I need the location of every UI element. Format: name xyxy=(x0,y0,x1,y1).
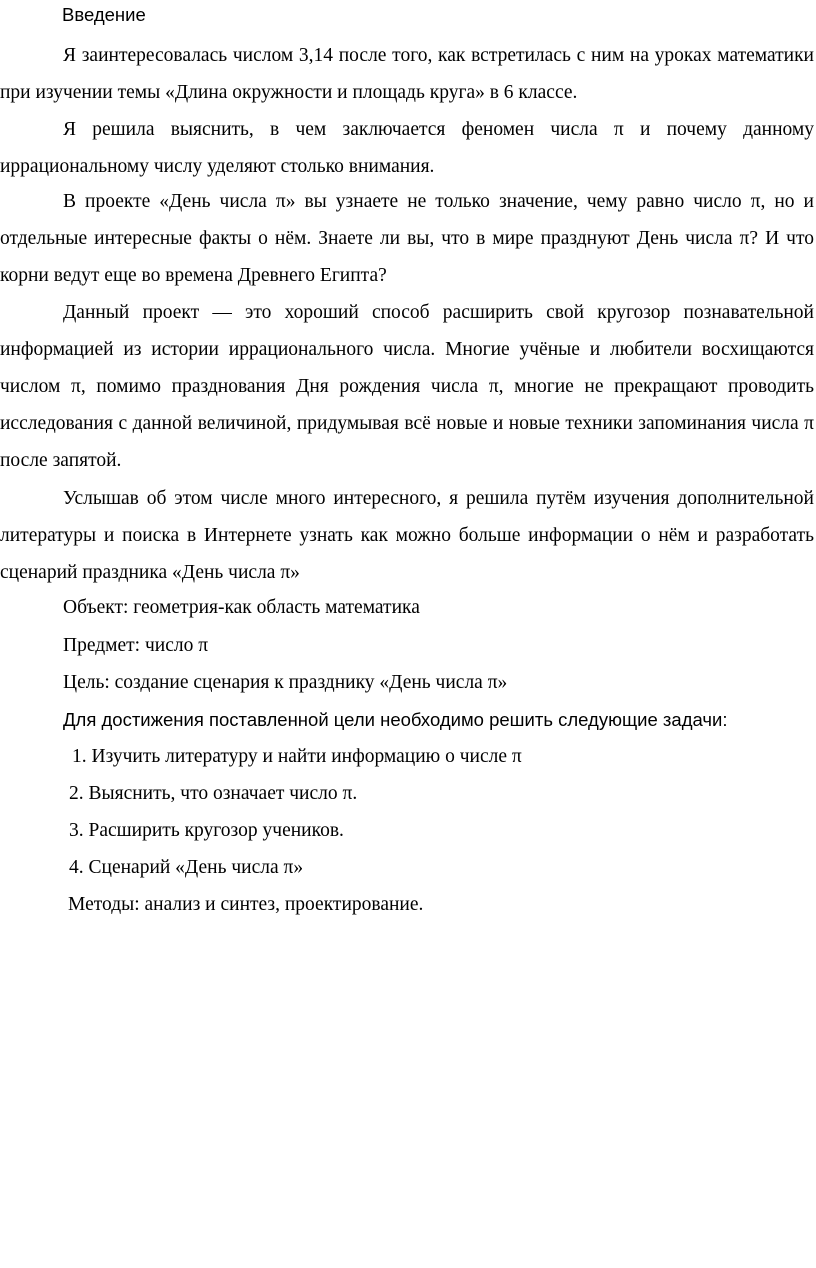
object-line: Объект: геометрия-как область математика xyxy=(63,597,420,618)
goal-line: Цель: создание сценария к празднику «День числа π» xyxy=(63,672,508,693)
subject-line: Предмет: число π xyxy=(63,635,209,656)
paragraph-motivation: Услышав об этом числе много интересного, я решила путём изучения дополнительной литературы и поиска в Интернете узнать как можно больше информации о нём и разработать сценарий праздника «День числа π» xyxy=(0,488,814,583)
task-item: 2. Выяснить, что означает число π. xyxy=(69,783,358,804)
document-heading: Введение xyxy=(62,4,146,25)
task-item: 3. Расширить кругозор учеников. xyxy=(69,820,344,841)
task-item: 4. Сценарий «День числа π» xyxy=(69,857,304,878)
task-item: 1. Изучить литературу и найти информацию о числе π xyxy=(72,746,522,767)
paragraph-intro: Я заинтересовалась числом 3,14 после того, как встретилась с ним на уроках математики при изучении темы «Длина окружности и площадь круга» в 6 классе. xyxy=(0,45,814,103)
paragraph-goal-reason: Я решила выяснить, в чем заключается феномен числа π и почему данному иррациональному числу уделяют столько внимания. xyxy=(0,119,814,177)
paragraph-project-value: Данный проект — это хороший способ расширить свой кругозор познавательной информацией из истории иррационального числа. Многие учёные и любители восхищаются числом π, помимо празднования Дня рождения числа π, многие не прекращают проводить исследования с данной величиной, придумывая всё новые и новые техники запоминания числа π после запятой. xyxy=(0,302,814,471)
methods-line: Методы: анализ и синтез, проектирование. xyxy=(68,894,424,915)
paragraph-project-description: В проекте «День числа π» вы узнаете не только значение, чему равно число π, но и отдельные интересные факты о нём. Знаете ли вы, что в мире празднуют День числа π? И что корни ведут еще во времена Древнего Египта? xyxy=(0,191,814,286)
tasks-heading: Для достижения поставленной цели необходимо решить следующие задачи: xyxy=(63,709,728,730)
